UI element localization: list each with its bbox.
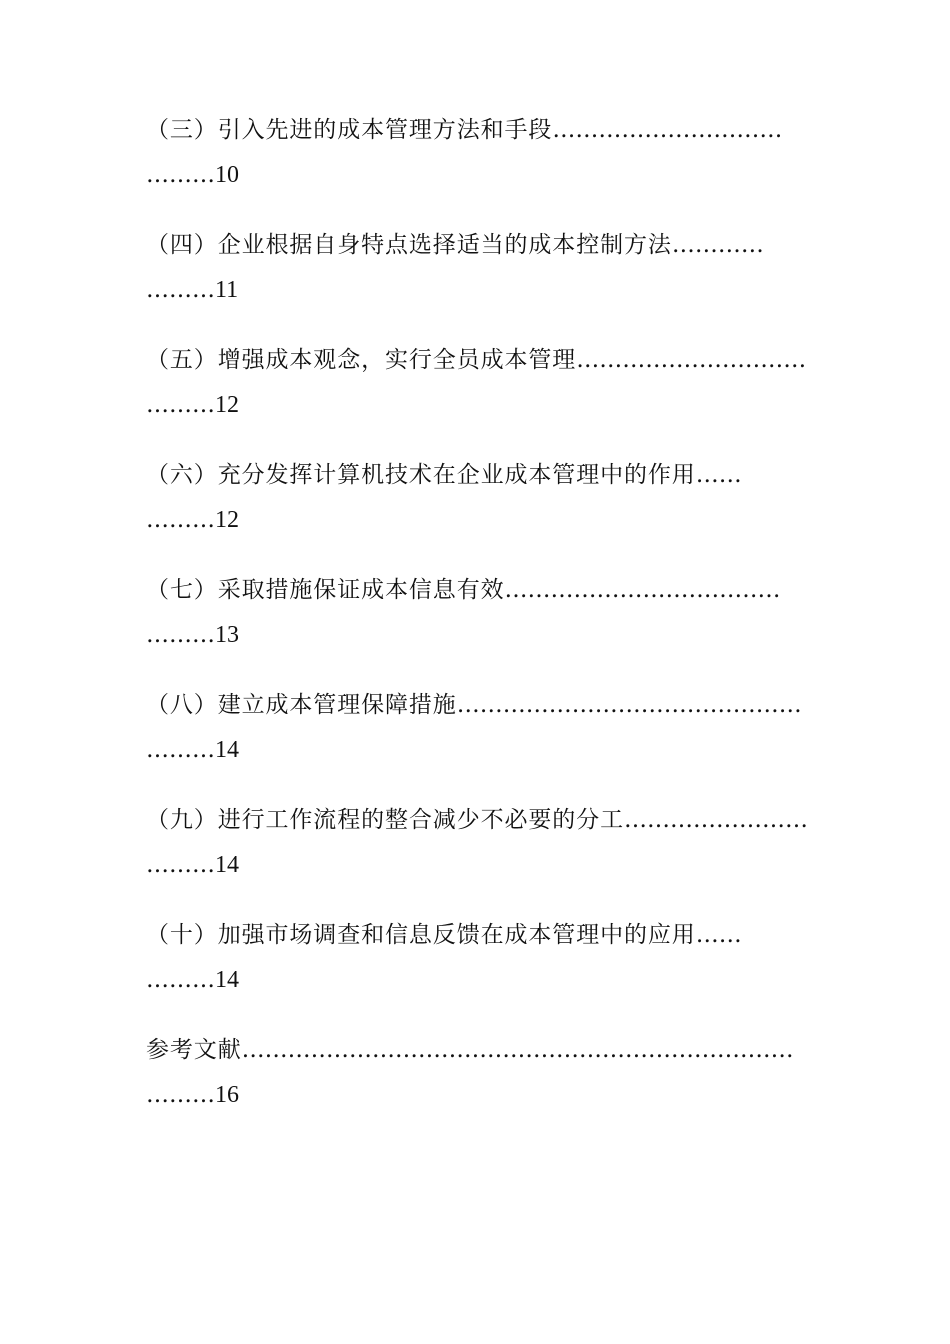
toc-page-number: 14 [215,967,239,993]
toc-page-number: 13 [215,622,239,648]
toc-leader-dots: ……… [146,737,215,763]
toc-entry-continuation [146,383,239,427]
toc-entry-7 [146,568,808,683]
toc-entry-title: （三）引入先进的成本管理方法和手段 [146,117,553,143]
toc-entry-references [146,1028,808,1143]
toc-entry-6 [146,453,808,568]
toc-leader-dots: ……… [146,967,215,993]
toc-entry-heading [146,108,808,152]
toc-entry-heading [146,568,808,612]
toc-leader-dots: ……… [146,507,215,533]
toc-entry-heading [146,338,808,382]
toc-entry-heading [146,913,808,957]
toc-entry-5 [146,338,808,453]
toc-page-number: 10 [215,162,239,188]
toc-entry-continuation [146,268,238,312]
toc-entry-heading [146,798,808,842]
toc-entry-continuation [146,843,239,887]
toc-entry-continuation [146,1073,239,1117]
toc-entry-title: （四）企业根据自身特点选择适当的成本控制方法 [146,232,672,258]
toc-entry-heading [146,683,808,727]
toc-entry-continuation [146,153,239,197]
toc-leader-dots: ………… [671,232,764,258]
toc-leader-dots: ……………………………………… [456,692,802,718]
toc-entry-continuation [146,728,239,772]
table-of-contents [146,108,808,1143]
toc-leader-dots: ……… [146,277,215,303]
toc-entry-title: （八）建立成本管理保障措施 [146,692,457,718]
toc-leader-dots: ……………………………… [504,577,781,603]
toc-page-number: 14 [215,852,239,878]
toc-entry-10 [146,913,808,1028]
toc-entry-heading [146,1028,808,1072]
toc-page-number: 16 [215,1082,239,1108]
toc-entry-4 [146,223,808,338]
toc-entry-heading [146,453,808,497]
toc-entry-continuation [146,498,239,542]
toc-entry-title: （五）增强成本观念，实行全员成本管理 [146,347,577,373]
toc-entry-9 [146,798,808,913]
toc-leader-dots: ……… [146,622,215,648]
toc-leader-dots: ……… [146,162,215,188]
toc-entry-title: （九）进行工作流程的整合减少不必要的分工 [146,807,624,833]
toc-entry-continuation [146,958,239,1002]
toc-page-number: 11 [215,277,239,303]
toc-page-number: 14 [215,737,239,763]
toc-entry-title: （六）充分发挥计算机技术在企业成本管理中的作用 [146,462,696,488]
toc-leader-dots: ……… [146,852,215,878]
toc-leader-dots: …… [695,462,742,488]
toc-entry-8 [146,683,808,798]
toc-entry-title: （十）加强市场调查和信息反馈在成本管理中的应用 [146,922,696,948]
toc-leader-dots: ……………………………………………………………… [241,1037,794,1063]
toc-leader-dots: ………………………… [576,347,807,373]
toc-leader-dots: ……… [146,392,215,418]
toc-leader-dots: ……… [146,1082,215,1108]
toc-entry-3 [146,108,808,223]
toc-leader-dots: ………………………… [552,117,783,143]
toc-entry-title: 参考文献 [146,1037,242,1063]
toc-leader-dots: …… [695,922,742,948]
toc-entry-continuation [146,613,239,657]
toc-page-number: 12 [215,392,239,418]
toc-entry-heading [146,223,808,267]
toc-leader-dots: …………………… [624,807,808,833]
toc-page-number: 12 [215,507,239,533]
toc-entry-title: （七）采取措施保证成本信息有效 [146,577,505,603]
